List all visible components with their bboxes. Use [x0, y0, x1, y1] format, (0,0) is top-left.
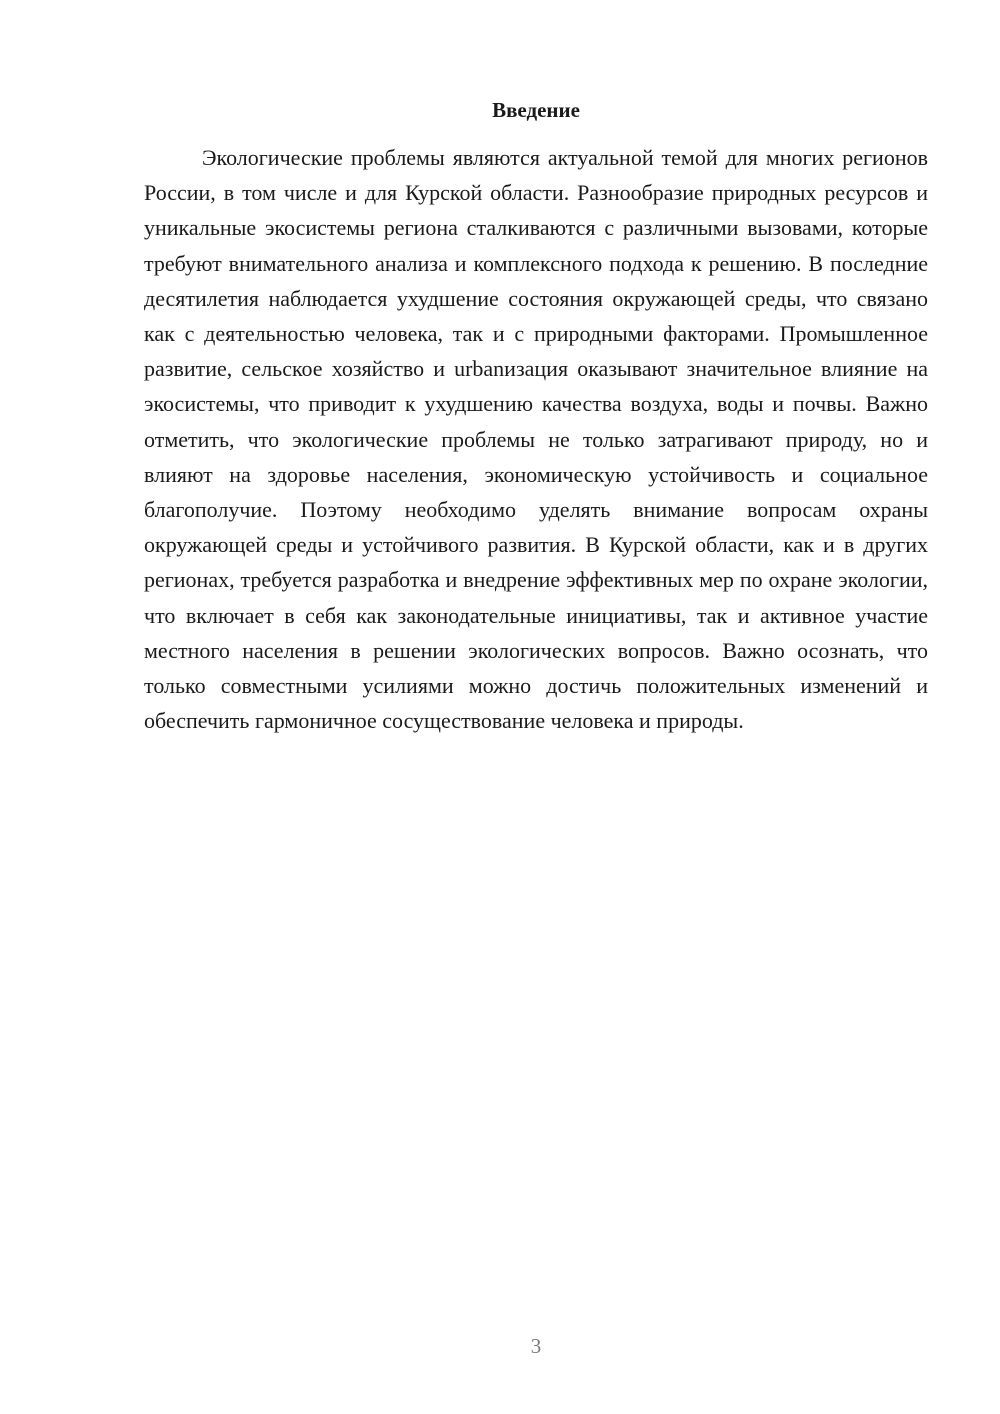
page-number: 3 — [530, 1334, 542, 1358]
section-heading: Введение — [492, 98, 580, 122]
intro-paragraph: Экологические проблемы являются актуальной темой для многих регионов России, в том числе и для Курской области. Разнообразие природных ресурсов и уникальные экосистемы региона сталкиваются с различными вызовами, которые требуют внимательного анализа и комплексного подхода к решению. В последние десятилетия наблюдается ухудшение состояния окружающей среды, что связано как с деятельностью человека, так и с природными факторами. Промышленное развитие, сельское хозяйство и urbanизация оказывают значительное влияние на экосистемы, что приводит к ухудшению качества воздуха, воды и почвы. Важно отметить, что экологические проблемы не только затрагивают природу, но и влияют на здоровье населения, экономическую устойчивость и социальное благополучие. Поэтому необходимо уделять внимание вопросам охраны окружающей среды и устойчивого развития. В Курской области, как и в других регионах, требуется разработка и внедрение эффективных мер по охране экологии, что включает в себя как законодательные инициативы, так и активное участие местного населения в решении экологических вопросов. Важно осознать, что только совместными усилиями можно достичь положительных изменений и обеспечить гармоничное сосуществование человека и природы. — [144, 145, 928, 734]
